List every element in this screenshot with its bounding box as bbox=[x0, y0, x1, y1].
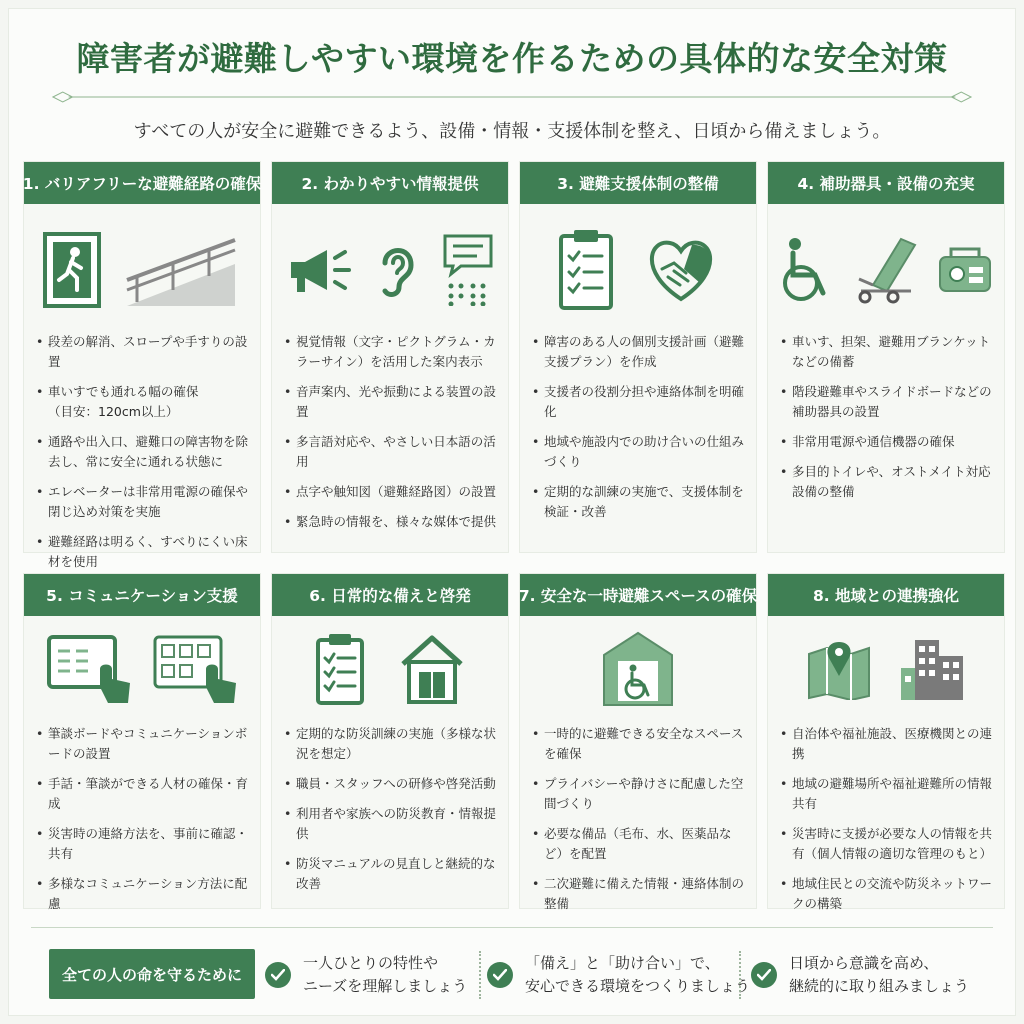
card-temporary-shelter bbox=[519, 573, 757, 909]
list-item: • 車いす、担架、避難用ブランケットなどの備蓄 bbox=[780, 332, 996, 372]
card-title: 3. 避難支援体制の整備 bbox=[520, 162, 756, 204]
list-item: • 非常用電源や通信機器の確保 bbox=[780, 432, 996, 452]
check-icon bbox=[487, 962, 513, 988]
list-item: • 支援者の役割分担や連絡体制を明確化 bbox=[532, 382, 748, 422]
list-item: • 災害時の連絡方法を、事前に確認・共有 bbox=[36, 824, 252, 864]
card-title: 6. 日常的な備えと啓発 bbox=[272, 574, 508, 616]
footer-separator bbox=[479, 951, 481, 999]
footer-separator bbox=[739, 951, 741, 999]
footer-divider bbox=[31, 927, 993, 928]
list-item: • 自治体や福祉施設、医療機関との連携 bbox=[780, 724, 996, 764]
card-title: 4. 補助器具・設備の充実 bbox=[768, 162, 1004, 204]
ear-icon bbox=[377, 241, 417, 303]
card-item-list bbox=[36, 724, 252, 924]
list-item: • 車いすでも通れる幅の確保 （目安：120cm以上） bbox=[36, 382, 252, 422]
card-daily-preparedness bbox=[271, 573, 509, 909]
card-item-list bbox=[36, 332, 252, 582]
list-item: • 地域や施設内での助け合いの仕組みづくり bbox=[532, 432, 748, 472]
list-item: • 視覚情報（文字・ピクトグラム・カラーサイン）を活用した案内表示 bbox=[284, 332, 500, 372]
list-item: • 定期的な防災訓練の実施（多様な状況を想定） bbox=[284, 724, 500, 764]
list-item: • 職員・スタッフへの研修や啓発活動 bbox=[284, 774, 500, 794]
wheelchair-icon bbox=[779, 237, 835, 307]
card-barrier-free-route bbox=[22, 161, 262, 569]
card-item-list bbox=[532, 332, 748, 532]
page-title: 障害者が避難しやすい環境を作るための具体的な安全対策 bbox=[76, 39, 948, 78]
list-item: • エレベーターは非常用電源の確保や閉じ込め対策を実施 bbox=[36, 482, 252, 522]
house-door-icon bbox=[399, 634, 465, 708]
page bbox=[8, 8, 1016, 1016]
list-item: • 地域住民との交流や防災ネットワークの構築 bbox=[780, 874, 996, 914]
footer-point bbox=[265, 949, 467, 1001]
list-item: • 防災マニュアルの見直しと継続的な改善 bbox=[284, 854, 500, 894]
footer-point-text: 「備え」と「助け合い」で、 安心できる環境をつくりましょう bbox=[525, 953, 751, 995]
card-support-system bbox=[519, 161, 757, 553]
card-title: 2. わかりやすい情報提供 bbox=[272, 162, 508, 204]
list-item: • 利用者や家族への防災教育・情報提供 bbox=[284, 804, 500, 844]
clipboard-checklist-icon bbox=[315, 632, 365, 710]
braille-sign-icon bbox=[443, 234, 493, 310]
map-pin-icon bbox=[807, 638, 871, 704]
list-item: • 一時的に避難できる安全なスペースを確保 bbox=[532, 724, 748, 764]
heart-handshake-icon bbox=[644, 237, 718, 307]
list-item: • 障害のある人の個別支援計画（避難支援プラン）を作成 bbox=[532, 332, 748, 372]
megaphone-icon bbox=[287, 244, 351, 300]
list-item: • 避難経路は明るく、すべりにくい床材を使用 bbox=[36, 532, 252, 572]
list-item: • 緊急時の情報を、様々な媒体で提供 bbox=[284, 512, 500, 532]
list-item: • 地域の避難場所や福祉避難所の情報共有 bbox=[780, 774, 996, 814]
page-subtitle: すべての人が安全に避難できるよう、設備・情報・支援体制を整え、日頃から備えましょう。 bbox=[133, 121, 891, 142]
picture-board-touch-icon bbox=[152, 633, 238, 709]
list-item: • 二次避難に備えた情報・連絡体制の整備 bbox=[532, 874, 748, 914]
card-assistive-equipment bbox=[767, 161, 1005, 553]
tablet-touch-icon bbox=[46, 633, 132, 709]
list-item: • 災害時に支援が必要な人の情報を共有（個人情報の適切な管理のもと） bbox=[780, 824, 996, 864]
card-title: 7. 安全な一時避難スペースの確保 bbox=[520, 574, 756, 616]
card-item-list bbox=[284, 332, 500, 542]
list-item: • プライバシーや静けさに配慮した空間づくり bbox=[532, 774, 748, 814]
list-item: • 手話・筆談ができる人材の確保・育成 bbox=[36, 774, 252, 814]
list-item: • 多様なコミュニケーション方法に配慮 bbox=[36, 874, 252, 914]
check-icon bbox=[265, 962, 291, 988]
footer-point bbox=[751, 949, 969, 1001]
accessible-shelter-icon bbox=[602, 631, 674, 711]
card-item-list bbox=[284, 724, 500, 904]
card-community-collaboration bbox=[767, 573, 1005, 909]
card-title: 5. コミュニケーション支援 bbox=[24, 574, 260, 616]
footer-point-text: 一人ひとりの特性や ニーズを理解しましょう bbox=[303, 953, 468, 995]
footer-point-text: 日頃から意識を高め、 継続的に取り組みましょう bbox=[789, 953, 970, 995]
list-item: • 必要な備品（毛布、水、医薬品など）を配置 bbox=[532, 824, 748, 864]
footer-point bbox=[487, 949, 750, 1001]
card-title: 8. 地域との連携強化 bbox=[768, 574, 1004, 616]
card-title: 1. バリアフリーな避難経路の確保 bbox=[24, 162, 260, 204]
card-clear-information bbox=[271, 161, 509, 553]
card-item-list bbox=[780, 332, 996, 512]
list-item: • 定期的な訓練の実施で、支援体制を検証・改善 bbox=[532, 482, 748, 522]
list-item: • 通路や出入口、避難口の障害物を除去し、常に安全に通れる状態に bbox=[36, 432, 252, 472]
card-communication-support bbox=[23, 573, 261, 909]
list-item: • 音声案内、光や振動による装置の設置 bbox=[284, 382, 500, 422]
card-item-list bbox=[532, 724, 748, 924]
checklist-icon bbox=[558, 228, 614, 316]
emergency-exit-icon bbox=[43, 232, 101, 312]
list-item: • 多目的トイレや、オストメイト対応設備の整備 bbox=[780, 462, 996, 502]
buildings-icon bbox=[899, 638, 965, 704]
list-item: • 点字や触知図（避難経路図）の設置 bbox=[284, 482, 500, 502]
generator-icon bbox=[937, 245, 993, 299]
list-item: • 多言語対応や、やさしい日本語の活用 bbox=[284, 432, 500, 472]
card-item-list bbox=[780, 724, 996, 924]
list-item: • 筆談ボードやコミュニケーションボードの設置 bbox=[36, 724, 252, 764]
evacuation-chair-icon bbox=[851, 235, 921, 309]
ramp-handrail-icon bbox=[123, 230, 241, 314]
title-ornament bbox=[49, 91, 975, 103]
list-item: • 段差の解消、スロープや手すりの設置 bbox=[36, 332, 252, 372]
footer-badge: 全ての人の命を守るために bbox=[49, 949, 255, 999]
list-item: • 階段避難車やスライドボードなどの補助器具の設置 bbox=[780, 382, 996, 422]
check-icon bbox=[751, 962, 777, 988]
